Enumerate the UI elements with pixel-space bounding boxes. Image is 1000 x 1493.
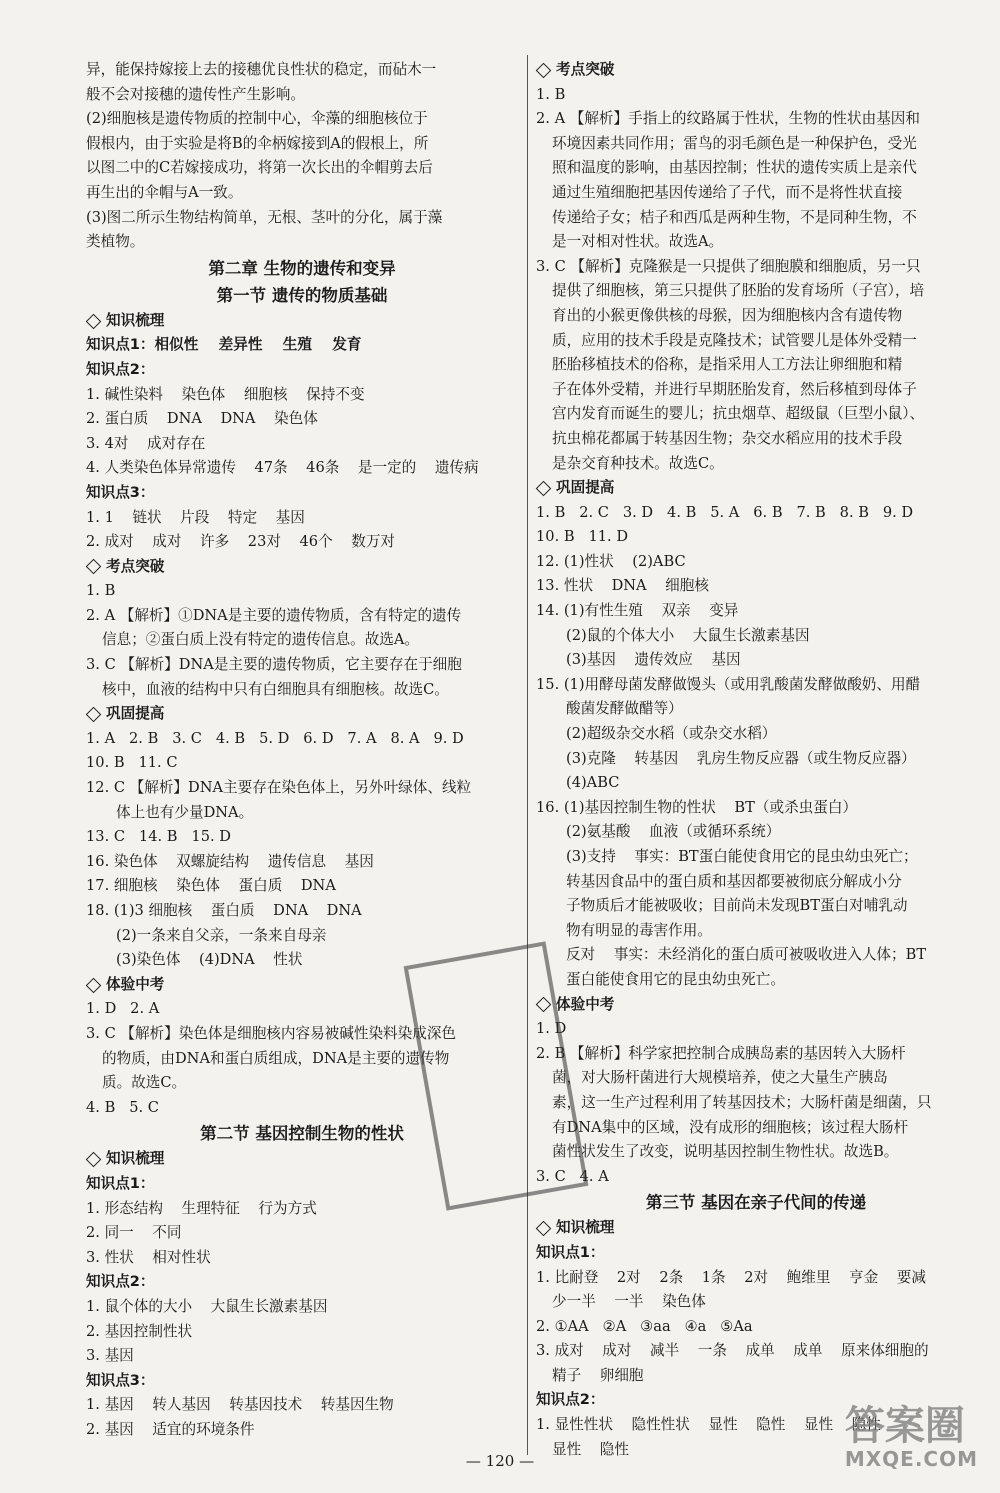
answer-line: 以图二中的C若嫁接成功，将第一次长出的伞帽剪去后 — [86, 159, 433, 177]
answer-line: 1. B — [536, 85, 566, 103]
answer-line: 10. B 11. C — [86, 754, 178, 772]
answer-line: 1. 基因 转人基因 转基因技术 转基因生物 — [86, 1396, 394, 1414]
section-heading — [86, 309, 518, 334]
answer-line: 子在体外受精，并进行早期胚胎发育，然后移植到母体子 — [552, 380, 917, 398]
answer-line: 类植物。 — [86, 233, 145, 251]
answer-line: 3. C 【解析】克隆猴是一只提供了细胞膜和细胞质，另一只 — [536, 257, 921, 275]
knowledge-point-label: 知识点2： — [86, 1273, 155, 1291]
heading-label: 体验中考 — [556, 995, 615, 1013]
answer-line: 2. 基因控制性状 — [86, 1322, 193, 1340]
answer-line: 2. 成对 成对 许多 23对 46个 数万对 — [86, 533, 396, 551]
answer-line: 1. 1 链状 片段 特定 基因 — [86, 508, 305, 526]
diamond-icon — [86, 977, 102, 993]
page-number: — 120 — — [465, 1452, 535, 1470]
answer-line: 假根内，由于实验是将B的伞柄嫁接到A的假根上，所 — [86, 134, 429, 152]
answer-line: 的物质，由DNA和蛋白质组成，DNA是主要的遗传物 — [102, 1049, 450, 1067]
answer-line: 抗虫棉花都属于转基因生物；杂交水稻应用的技术手段 — [552, 429, 903, 447]
answer-line: 显性 隐性 — [552, 1440, 629, 1458]
answer-line: 3. 基因 — [86, 1347, 134, 1365]
section-title: 第一节 遗传的物质基础 — [216, 285, 388, 305]
answer-line: 15. (1)用酵母菌发酵做馒头（或用乳酸菌发酵做酸奶、用醋 — [536, 675, 921, 693]
answer-line: 1. D 2. A — [86, 1000, 160, 1018]
section-title: 第二节 基因控制生物的性状 — [200, 1124, 404, 1144]
answer-line: (3)基因 遗传效应 基因 — [566, 651, 741, 669]
diamond-icon — [86, 707, 102, 723]
heading-label: 考点突破 — [106, 557, 165, 575]
answer-line: 1. 显性性状 隐性性状 显性 隐性 显性 隐性 — [536, 1416, 881, 1434]
answer-line: 菌，对大肠杆菌进行大规模培养，使之大量生产胰岛 — [552, 1069, 888, 1087]
section-heading — [86, 555, 518, 580]
answer-line: 14. (1)有性生殖 双亲 变异 — [536, 602, 739, 620]
answer-line: 10. B 11. D — [536, 528, 629, 546]
answer-line: (4)ABC — [566, 774, 620, 792]
answer-line: 3. C 【解析】DNA是主要的遗传物质，它主要存在于细胞 — [86, 656, 462, 674]
answer-line: 是一对相对性状。故选A。 — [552, 233, 724, 251]
heading-label: 知识梳理 — [556, 1219, 615, 1237]
section-title: 第三节 基因在亲子代间的传递 — [645, 1193, 867, 1213]
answer-line: 是杂交育种技术。故选C。 — [552, 454, 724, 472]
answer-line: 1. A 2. B 3. C 4. B 5. D 6. D 7. A 8. A 9. D — [86, 729, 464, 747]
left-column — [86, 58, 518, 1442]
answer-line: 育出的小猴更像供核的母猴，因为细胞核内含有遗传物 — [552, 306, 903, 324]
answer-line: 1. 比耐登 2对 2条 1条 2对 鲍维里 亨金 要减 — [536, 1268, 926, 1286]
answer-line: 4. B 5. C — [86, 1098, 159, 1116]
answer-line: (2)超级杂交水稻（或杂交水稻） — [566, 725, 777, 743]
answer-line: 12. (1)性状 (2)ABC — [536, 552, 686, 570]
answer-line: 17. 细胞核 染色体 蛋白质 DNA — [86, 877, 336, 895]
answer-line: (3)染色体 (4)DNA 性状 — [116, 951, 303, 969]
answer-line: 信息；②蛋白质上没有特定的遗传信息。故选A。 — [102, 631, 420, 649]
answer-line: 2. 基因 适宜的环境条件 — [86, 1420, 255, 1438]
answer-line: 体上也有少量DNA。 — [116, 803, 254, 821]
answer-line: 般不会对接穗的遗传性产生影响。 — [86, 85, 305, 103]
diamond-icon — [536, 481, 552, 497]
section-heading — [536, 1216, 976, 1241]
answer-line: 菌性状发生了改变，说明基因控制生物性状。故选B。 — [552, 1143, 899, 1161]
answer-line: 1. 碱性染料 染色体 细胞核 保持不变 — [86, 385, 365, 403]
watermark-logo-text: 答案圈 — [844, 1403, 965, 1449]
answer-line: 3. 性状 相对性状 — [86, 1248, 211, 1266]
heading-label: 知识梳理 — [106, 1150, 165, 1168]
answer-line: 少一半 一半 染色体 — [552, 1293, 706, 1311]
diamond-icon — [536, 1221, 552, 1237]
section-heading — [536, 476, 976, 501]
answer-line: (2)氨基酸 血液（或循环系统） — [566, 823, 781, 841]
answer-line: 1. 形态结构 生理特征 行为方式 — [86, 1199, 317, 1217]
diamond-icon — [86, 1152, 102, 1168]
answer-line: 异，能保持嫁接上去的接穗优良性状的稳定，而砧木一 — [86, 61, 437, 78]
answer-line: 转基因食品中的蛋白质和基因都要被彻底分解成小分 — [566, 872, 902, 890]
answer-line: (3)克隆 转基因 乳房生物反应器（或生物反应器） — [566, 749, 916, 767]
answer-line: 宫内发育而诞生的婴儿；抗虫烟草、超级鼠（巨型小鼠）、 — [552, 405, 925, 423]
heading-label: 体验中考 — [106, 975, 165, 993]
answer-line: 2. 蛋白质 DNA DNA 染色体 — [86, 410, 318, 428]
watermark — [845, 1405, 978, 1471]
heading-label: 巩固提高 — [106, 705, 165, 723]
answer-line: 3. C 4. A — [536, 1167, 609, 1185]
chapter-title: 第二章 生物的遗传和变异 — [208, 258, 396, 278]
answer-line: 3. C 【解析】染色体是细胞核内容易被碱性染料染成深色 — [86, 1024, 457, 1042]
answer-line: 18. (1)3 细胞核 蛋白质 DNA DNA — [86, 902, 362, 919]
diamond-icon — [86, 559, 102, 575]
answer-line: 照和温度的影响，由基因控制；性状的遗传实质上是亲代 — [552, 159, 917, 177]
answer-line: 酸菌发酵做醋等） — [566, 700, 683, 718]
heading-label: 知识梳理 — [106, 311, 165, 329]
answer-line: 2. 同一 不同 — [86, 1224, 182, 1242]
heading-label: 考点突破 — [556, 61, 615, 78]
answer-line: 3. 成对 成对 减半 一条 成单 成单 原来体细胞的 — [536, 1342, 929, 1360]
knowledge-point-label: 知识点3： — [86, 1371, 155, 1389]
answer-line: 1. B 2. C 3. D 4. B 5. A 6. B 7. B 8. B 9. D — [536, 503, 914, 521]
knowledge-point-label: 知识点2： — [86, 360, 155, 378]
answer-line: 物有明显的毒害作用。 — [566, 921, 712, 939]
answer-line: (2)细胞核是遗传物质的控制中心，伞藻的细胞核位于 — [86, 110, 428, 128]
answer-line: 有DNA集中的区域，没有成形的细胞核；该过程大肠杆 — [552, 1118, 909, 1136]
watermark-domain: MXQE.COM — [844, 1447, 978, 1471]
answer-line: 精子 卵细胞 — [552, 1366, 644, 1384]
section-heading — [86, 702, 518, 727]
answer-line: (3)支持 事实：BT蛋白能使食用它的昆虫幼虫死亡； — [566, 848, 918, 865]
answer-line: 4. 人类染色体异常遗传 47条 46条 是一定的 遗传病 — [86, 459, 479, 477]
section-heading — [536, 58, 976, 83]
answer-line: 16. (1)基因控制生物的性状 BT（或杀虫蛋白） — [536, 798, 858, 816]
answer-line: 2. A 【解析】手指上的纹路属于性状，生物的性状由基因和 — [536, 110, 920, 128]
answer-line: 13. C 14. B 15. D — [86, 828, 231, 846]
answer-line: 提供了细胞核，第三只提供了胚胎的发育场所（子宫），培 — [552, 282, 925, 300]
answer-line: 2. ①AA ②A ③aa ④a ⑤Aa — [536, 1317, 753, 1335]
answer-line: 通过生殖细胞把基因传递给了子代，而不是将性状直接 — [552, 183, 903, 201]
answer-line: 1. D — [536, 1020, 567, 1038]
answer-line: 子物质后才能被吸收；目前尚未发现BT蛋白对哺乳动 — [566, 897, 908, 915]
answer-line: 1. 鼠个体的大小 大鼠生长激素基因 — [86, 1297, 328, 1315]
column-divider — [527, 55, 528, 1455]
answer-line: 质，应用的技术手段是克隆技术；试管婴儿是体外受精一 — [552, 331, 917, 349]
right-column — [536, 58, 976, 1462]
answer-line: (2)鼠的个体大小 大鼠生长激素基因 — [566, 626, 810, 644]
knowledge-point-label: 知识点1： — [86, 1174, 155, 1192]
answer-line: 传递给子女；桔子和西瓜是两种生物，不是同种生物，不 — [552, 208, 917, 226]
knowledge-point-label: 知识点2： — [536, 1391, 605, 1409]
answer-line: 质。故选C。 — [102, 1074, 187, 1092]
knowledge-point-label: 知识点1：相似性 差异性 生殖 发育 — [86, 336, 362, 354]
heading-label: 巩固提高 — [556, 479, 615, 497]
knowledge-point-label: 知识点3： — [86, 483, 155, 501]
diamond-icon — [536, 63, 552, 79]
answer-line: 反对 事实：未经消化的蛋白质可被吸收进入人体；BT — [566, 946, 927, 964]
answer-line: 2. B 【解析】科学家把控制合成胰岛素的基因转入大肠杆 — [536, 1044, 906, 1062]
answer-line: 16. 染色体 双螺旋结构 遗传信息 基因 — [86, 852, 374, 870]
answer-line: (3)图二所示生物结构简单，无根、茎叶的分化，属于藻 — [86, 208, 443, 226]
answer-line: (2)一条来自父亲，一条来自母亲 — [116, 926, 327, 944]
answer-line: 胚胎移植技术的俗称，是指采用人工方法让卵细胞和精 — [552, 356, 903, 374]
answer-line: 核中，血液的结构中只有白细胞具有细胞核。故选C。 — [102, 680, 449, 698]
answer-line: 1. B — [86, 582, 116, 600]
answer-line: 12. C 【解析】DNA主要存在染色体上，另外叶绿体、线粒 — [86, 779, 472, 797]
diamond-icon — [86, 313, 102, 329]
answer-line: 环境因素共同作用；雷鸟的羽毛颜色是一种保护色，受光 — [552, 134, 917, 152]
section-heading — [536, 993, 976, 1018]
knowledge-point-label: 知识点1： — [536, 1243, 605, 1261]
answer-line: 蛋白能使食用它的昆虫幼虫死亡。 — [566, 970, 785, 988]
answer-line: 再生出的伞帽与A一致。 — [86, 183, 243, 201]
answer-line: 2. A 【解析】①DNA是主要的遗传物质，含有特定的遗传 — [86, 606, 462, 624]
answer-line: 13. 性状 DNA 细胞核 — [536, 577, 709, 595]
answer-line: 3. 4对 成对存在 — [86, 434, 206, 452]
answer-line: 素，这一生产过程利用了转基因技术；大肠杆菌是细菌，只 — [552, 1093, 932, 1111]
